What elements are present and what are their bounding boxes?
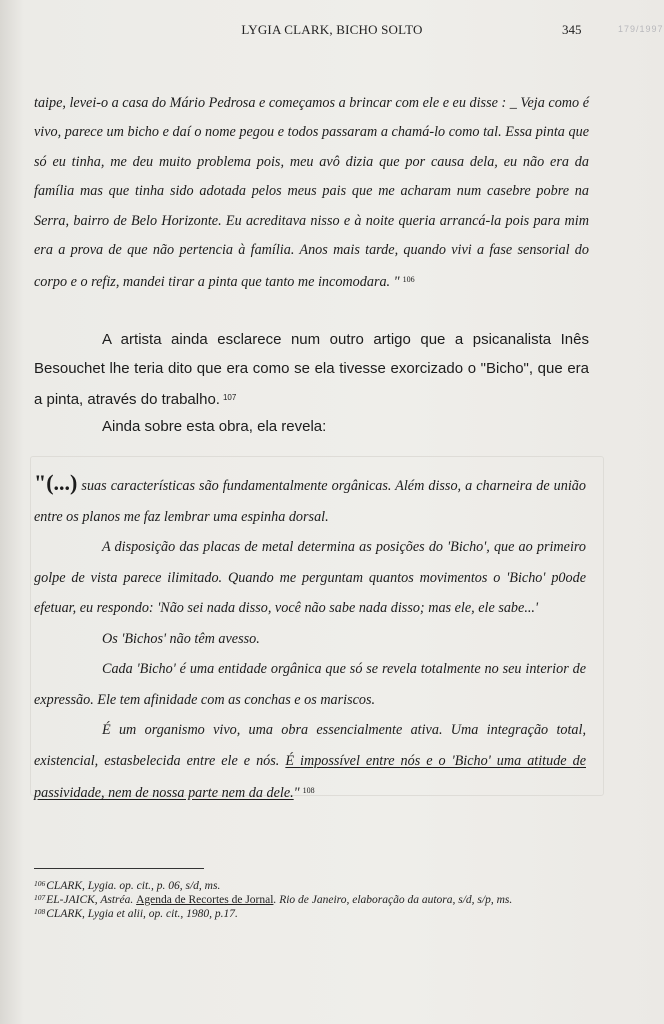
- footnote-number: 107: [34, 893, 46, 902]
- quote-paragraph-5: [34, 715, 586, 809]
- quote-text: suas características são fundamentalmente orgânicas. Além disso, a charneira de união entre os planos me faz lembrar uma espinha dorsal.: [34, 478, 586, 525]
- footnote-text: . Rio de Janeiro, elaboração da autora, s/d, s/p, ms.: [273, 894, 513, 906]
- footnote-107: [34, 892, 594, 906]
- block-quote: [34, 468, 586, 809]
- footnote-number: 108: [34, 907, 46, 916]
- quote-text: Cada 'Bicho' é uma entidade orgânica que só se revela totalmente no seu interior de expressão. Ele tem afinidade com as conchas e os mariscos.: [34, 661, 586, 708]
- footnote-number: 106: [34, 879, 46, 888]
- footnote-title: Agenda de Recortes de Jornal: [136, 894, 274, 906]
- footnote-text: EL-JAICK, Astréa.: [46, 894, 137, 906]
- quote-opening-mark: "(...): [34, 470, 78, 495]
- quote-closing-mark: ": [293, 785, 300, 801]
- footnote-106: [34, 878, 594, 892]
- paragraph-text: taipe, levei-o a casa do Mário Pedrosa e começamos a brincar com ele e eu disse : _ Veja como é vivo, parece um bicho e daí o nome pegou e todos passaram a chamá-lo como tal. Essa pinta que só eu tinha, me deu muito problema pois, meu avô dizia que por causa dela, eu não era da família mas que tinha sido adotada pelos meus pais que me acharam num casebre pobre na Serra, bairro de Belo Horizonte. Eu acreditava nisso e à noite queria arrancá-la pois para mim era a prova de que não pertencia à família. Anos mais tarde, quando vivi a fase sensorial do corpo e o refiz, mandei tirar a pinta que tanto me incomodara. ": [34, 95, 589, 291]
- page-number: 345: [562, 22, 582, 37]
- quoted-paragraph-continued: [34, 89, 589, 298]
- footnote-text: CLARK, Lygia et alii, op. cit., 1980, p.17.: [46, 908, 238, 920]
- quote-text: A disposição das placas de metal determina as posições do 'Bicho', que ao primeiro golpe de vista parece ilimitado. Quando me perguntam quantos movimentos o 'Bicho' p0ode efetuar, eu respondo: 'Não sei nada disso, você não sabe nada disso; mas ele, ele sabe...': [34, 539, 586, 616]
- footnote-ref-108: 108: [302, 786, 315, 795]
- underlined-quote-text: É impossível entre nós e o 'Bicho' uma atitude de passividade, nem de nossa parte nem da dele.: [34, 752, 586, 801]
- quote-paragraph-1: [34, 468, 586, 532]
- footnote-ref-106: 106: [402, 275, 415, 285]
- paragraph-text: Ainda sobre esta obra, ela revela:: [102, 418, 327, 435]
- body-paragraph: [34, 325, 589, 414]
- quote-paragraph-4: [34, 654, 586, 715]
- footnote-text: CLARK, Lygia. op. cit., p. 06, s/d, ms.: [46, 880, 221, 892]
- pencil-annotation: 179/1997: [618, 24, 664, 34]
- running-title: LYGIA CLARK, BICHO SOLTO: [241, 22, 423, 37]
- quote-paragraph-3: [34, 624, 586, 655]
- quote-text: É um organismo vivo, uma obra essencialmente ativa. Uma integração total, existencial, estasbelecida entre ele e nós.: [34, 722, 586, 769]
- paragraph-text: A artista ainda esclarece num outro artigo que a psicanalista Inês Besouchet lhe teria dito que era como se ela tivesse exorcizado o "Bicho", que era a pinta, através do trabalho.: [34, 331, 589, 408]
- footnote-108: [34, 906, 594, 920]
- footnote-separator: [34, 868, 204, 869]
- footnote-ref-107: 107: [222, 393, 237, 402]
- quote-paragraph-2: [34, 532, 586, 624]
- quote-text: Os 'Bichos' não têm avesso.: [102, 630, 260, 647]
- body-paragraph-intro: [34, 412, 589, 441]
